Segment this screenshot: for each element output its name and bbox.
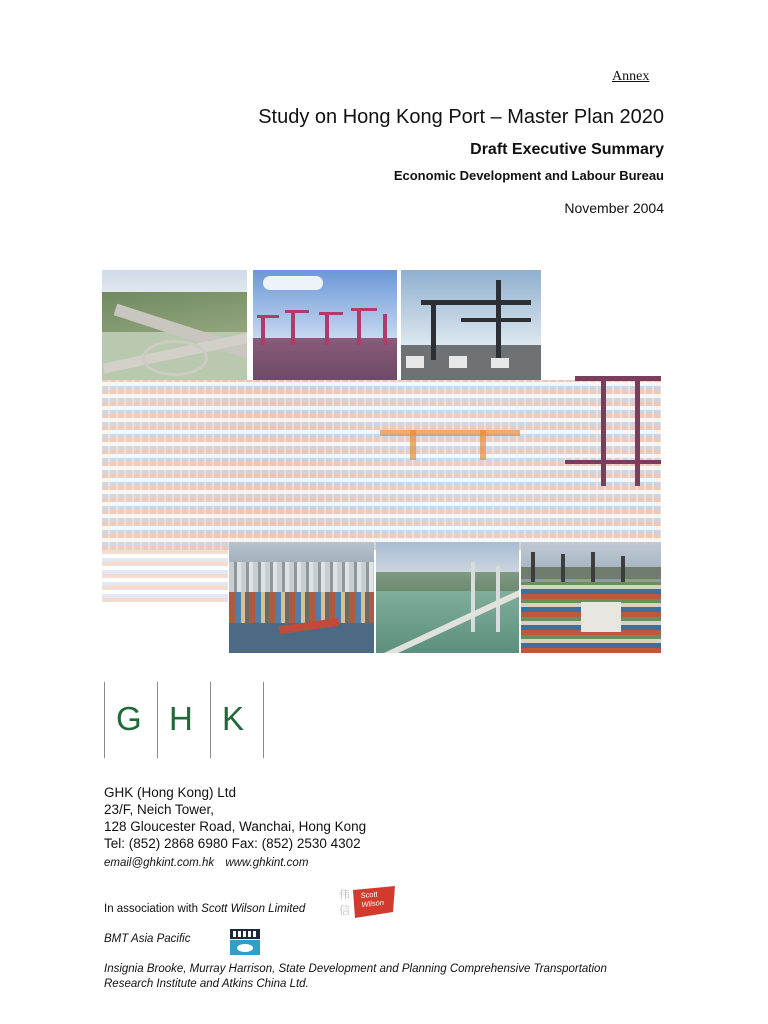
scott-wilson-logo [337, 884, 397, 920]
company-address [104, 784, 366, 852]
association-prefix: In association with [104, 903, 198, 915]
bmt-logo [230, 929, 260, 955]
annex-label: Annex [612, 69, 650, 84]
svg-text:伟: 伟 [339, 888, 350, 901]
document-subtitle: Draft Executive Summary [470, 141, 664, 158]
scott-logo-text: Scott [360, 889, 379, 901]
address-line-2: 128 Gloucester Road, Wanchai, Hong Kong [104, 819, 367, 834]
document-title: Study on Hong Kong Port – Master Plan 2020 [258, 106, 664, 128]
photo-gantry-trucks [401, 270, 541, 380]
logo-divider [263, 682, 264, 758]
wilson-logo-text: Wilson [361, 897, 385, 910]
photo-montage-orange-crane [380, 390, 550, 460]
ghk-logo [104, 682, 264, 758]
contact-line [104, 857, 308, 869]
photo-harbour-skyline [229, 542, 374, 653]
photo-cranes-blue-sky [253, 270, 397, 380]
company-name: GHK (Hong Kong) Ltd [104, 785, 237, 800]
photo-montage-crane [565, 372, 661, 522]
client-name: Economic Development and Labour Bureau [393, 168, 664, 183]
svg-text:信: 信 [339, 904, 350, 917]
phone-fax: Tel: (852) 2868 6980 Fax: (852) 2530 4302 [104, 836, 361, 851]
logo-divider [210, 682, 211, 758]
partner-name: Scott Wilson Limited [201, 903, 306, 915]
logo-letter-h: H [169, 700, 194, 737]
address-line-1: 23/F, Neich Tower, [104, 802, 215, 817]
document-date: November 2004 [564, 200, 664, 216]
photo-suspension-bridge [376, 542, 519, 653]
logo-divider [104, 682, 105, 758]
logo-letter-k: K [222, 700, 246, 737]
second-partner: BMT Asia Pacific [104, 933, 191, 945]
association-line [104, 903, 305, 915]
logo-letter-g: G [116, 700, 143, 737]
photo-highway-interchange [102, 270, 247, 380]
other-partners: Insignia Brooke, Murray Harrison, State Development and Planning Comprehensive Transportation Research Institute and Atkins China Ltd. [104, 963, 607, 990]
montage-fade [102, 550, 228, 602]
email-link[interactable]: email@ghkint.com.hk [104, 857, 215, 869]
website-link[interactable]: www.ghkint.com [225, 857, 309, 869]
photo-container-terminal [521, 542, 661, 653]
logo-divider [157, 682, 158, 758]
